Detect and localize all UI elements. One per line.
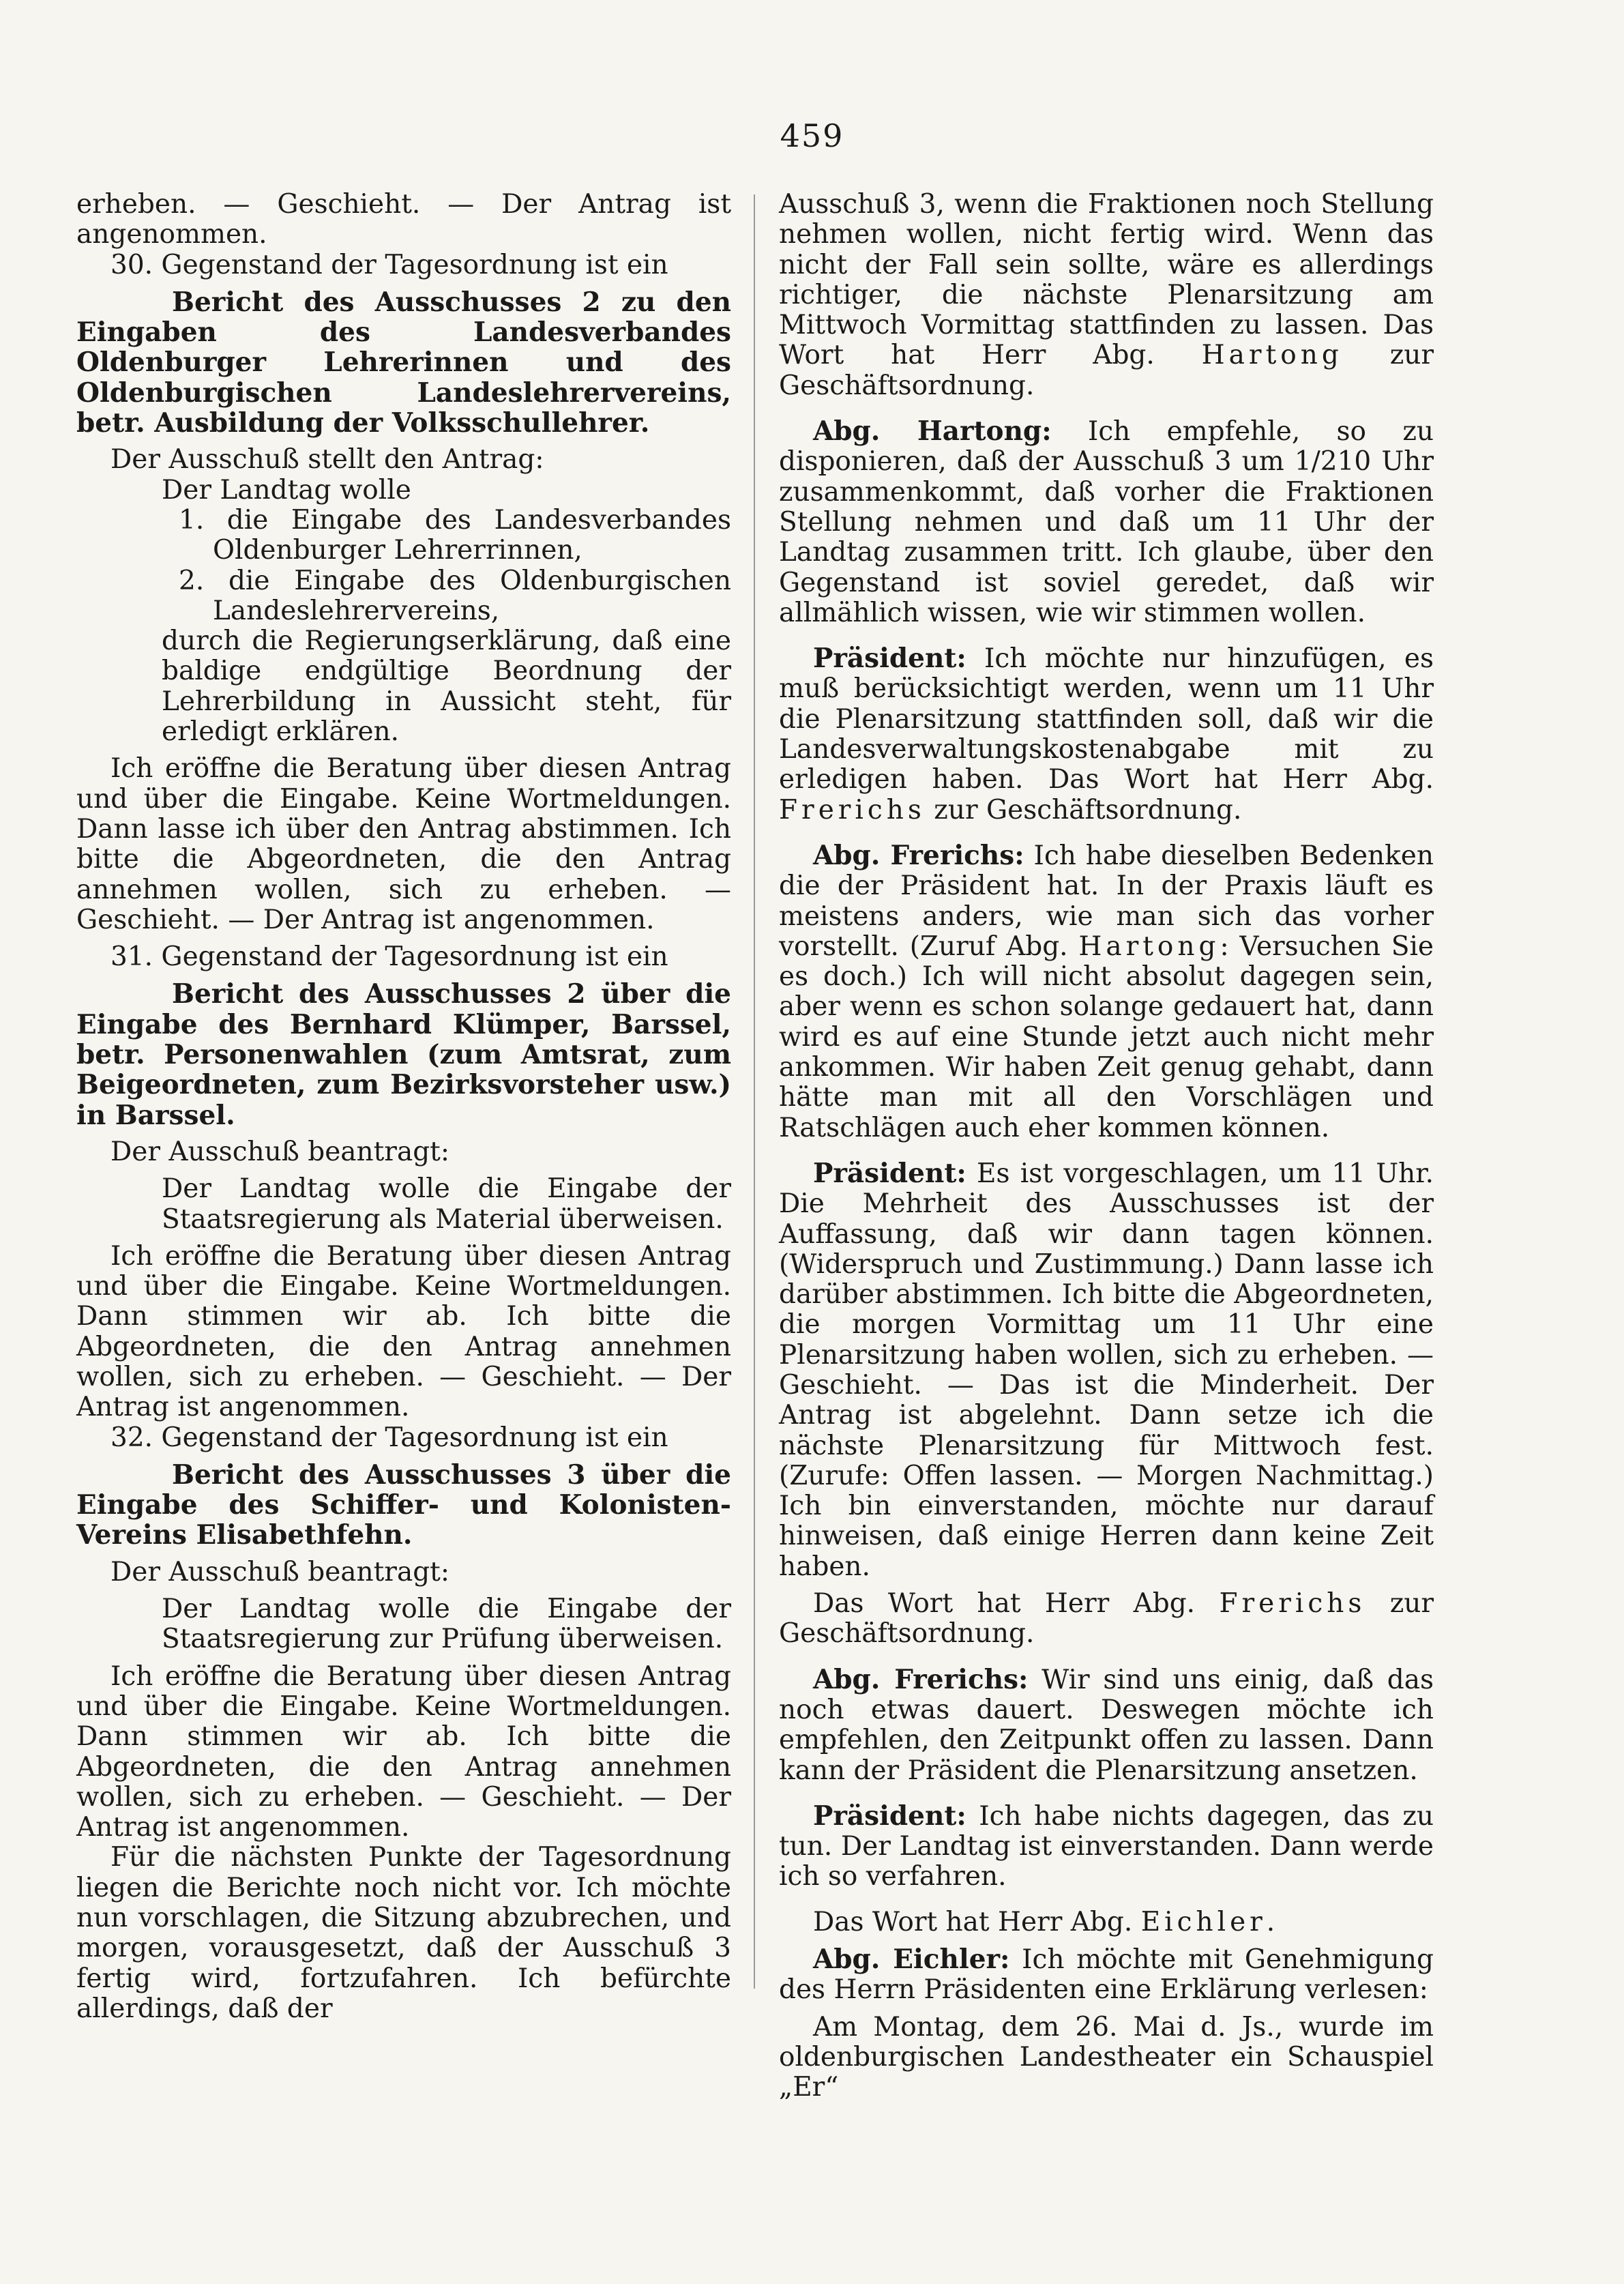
text-run: Das Wort hat Herr Abg. <box>813 1906 1133 1937</box>
speaker-label: Präsident: <box>813 643 966 675</box>
text-run: Ich habe dieselben Bedenken die der Präsident hat. In der Praxis läuft es meistens anders, wie man sich das vorher vorstellt. (Zuruf Abg. <box>779 840 1434 962</box>
agenda-item-30: 30. Gegenstand der Tagesordnung ist ein <box>110 249 668 280</box>
speech-paragraph <box>779 1665 1434 1786</box>
paragraph: Am Montag, dem 26. Mai d. Js., wurde im oldenburgischen Landestheater ein Schauspiel „Er“ <box>779 2011 1434 2103</box>
report-heading: Bericht des Ausschusses 2 zu den Eingaben des Landesverbandes Oldenburger Lehrerinnen und des Oldenburgischen Landeslehrervereins, betr. Ausbildung der Volksschullehrer. <box>76 286 731 439</box>
text-run: Ich möchte mit Genehmigung des Herrn Präsidenten eine Erklärung verlesen: <box>779 1944 1434 2006</box>
text-run: Ich möchte nur hinzufügen, es muß berücksichtigt werden, wenn um 11 Uhr die Plenarsitzung stattfinden soll, daß wir die Landesverwaltungskostenabgabe mit zu erledigen haben. Das Wort hat Herr Abg. <box>779 643 1434 795</box>
speaker-name: Hartong <box>1201 340 1343 371</box>
paragraph: Der Ausschuß beantragt: <box>110 1136 449 1167</box>
speech-paragraph <box>779 1801 1434 1892</box>
agenda-item-31: 31. Gegenstand der Tagesordnung ist ein <box>110 941 668 973</box>
paragraph: Der Ausschuß stellt den Antrag: <box>110 444 544 475</box>
paragraph: Der Ausschuß beantragt: <box>110 1556 449 1587</box>
paragraph <box>779 1907 1434 1937</box>
text-run: Ich habe nichts dagegen, das zu tun. Der Landtag ist einverstanden. Dann werde ich so verfahren. <box>779 1800 1434 1892</box>
speaker-label: Abg. Frerichs: <box>813 1663 1029 1695</box>
paragraph: Ich eröffne die Beratung über diesen Antrag und über die Eingabe. Keine Wortmeldungen. Dann lasse ich über den Antrag abstimmen. Ich bitte die Abgeordneten, die den Antrag annehmen wollen, sich zu erheben. — Geschieht. — Der Antrag ist angenommen. <box>76 753 731 935</box>
text-run: Ausschuß 3, wenn die Fraktionen noch Stellung nehmen wollen, nicht fertig wird. Wenn das nicht der Fall sein sollte, wäre es allerdings richtiger, die nächste Plenarsitzung am Mittwoch Vormittag stattfinden zu lassen. Das Wort hat Herr Abg. <box>779 189 1434 371</box>
speaker-label: Präsident: <box>813 1157 966 1189</box>
speaker-label: Abg. Eichler: <box>813 1944 1010 1976</box>
left-column <box>76 190 731 2024</box>
text-run: zur Geschäftsordnung. <box>934 794 1242 825</box>
speaker-name: Eichler <box>1140 1906 1267 1937</box>
speaker-label: Präsident: <box>813 1800 966 1832</box>
speaker-name: Frerichs <box>1219 1588 1366 1620</box>
speaker-name: Hartong <box>1078 931 1220 962</box>
agenda-item-32: 32. Gegenstand der Tagesordnung ist ein <box>110 1422 668 1453</box>
text-run: zur Geschäftsordnung. <box>779 1588 1434 1650</box>
report-heading: Bericht des Ausschusses 3 über die Eingabe des Schiffer- und Kolonisten-Vereins Elisabethfehn. <box>76 1459 731 1551</box>
text-run: Es ist vorgeschlagen, um 11 Uhr. Die Mehrheit des Ausschusses ist der Auffassung, daß wir dann tagen können. (Widerspruch und Zustimmung.) Dann lasse ich darüber abstimmen. Ich bitte die Abgeordneten, die morgen Vormittag um 11 Uhr eine Plenarsitzung haben wollen, sich zu erheben. — Geschieht. — Das ist die Minderheit. Der Antrag ist abgelehnt. Dann setze ich die nächste Plenarsitzung für Mittwoch fest. (Zurufe: Offen lassen. — Morgen Nachmittag.) Ich bin einverstanden, möchte nur darauf hinweisen, daß einige Herren dann keine Zeit haben. <box>779 1158 1434 1582</box>
motion-list-item: 2. die Eingabe des Oldenburgischen Landeslehrervereins, <box>179 565 731 626</box>
paragraph <box>779 190 1434 401</box>
motion-text: durch die Regierungserklärung, daß eine baldige endgültige Beordnung der Lehrerbildung in Aussicht steht, für erledigt erklären. <box>162 626 731 748</box>
text-run: : Versuchen Sie es doch.) Ich will nicht absolut dagegen sein, aber wenn es schon solange gedauert hat, dann wird es auf eine Stunde jetzt auch nicht mehr ankommen. Wir haben Zeit genug gehabt, dann hätte man mit all den Vorschlägen und Ratschlägen auch eher kommen können. <box>779 931 1434 1143</box>
motion-text: Der Landtag wolle die Eingabe der Staatsregierung zur Prüfung überweisen. <box>162 1594 731 1655</box>
right-column <box>779 190 1434 2103</box>
speech-paragraph <box>779 416 1434 628</box>
text-run: Wir sind uns einig, daß das noch etwas dauert. Deswegen möchte ich empfehlen, den Zeitpunkt offen zu lassen. Dann kann der Präsident die Plenarsitzung ansetzen. <box>779 1664 1434 1786</box>
text-run: Das Wort hat Herr Abg. <box>813 1588 1196 1620</box>
speech-paragraph <box>779 1158 1434 1582</box>
text-run: Ich empfehle, so zu disponieren, daß der Ausschuß 3 um 1/210 Uhr zusammenkommt, daß vorher die Fraktionen Stellung nehmen und daß um 11 Uhr der Landtag zusammen tritt. Ich glaube, über den Gegenstand ist soviel geredet, daß wir allmählich wissen, wie wir stimmen wollen. <box>779 416 1434 628</box>
speaker-label: Abg. Frerichs: <box>813 839 1024 871</box>
speech-paragraph <box>779 643 1434 825</box>
speaker-name: Frerichs <box>779 794 926 825</box>
speech-paragraph <box>779 1944 1434 2006</box>
paragraph: Ich eröffne die Beratung über diesen Antrag und über die Eingabe. Keine Wortmeldungen. Dann stimmen wir ab. Ich bitte die Abgeordneten, die den Antrag annehmen wollen, sich zu erheben. — Geschieht. — Der Antrag ist angenommen. <box>76 1660 731 1843</box>
text-run: zur Geschäftsordnung. <box>779 340 1434 401</box>
report-heading: Bericht des Ausschusses 2 über die Eingabe des Bernhard Klümper, Barssel, betr. Personenwahlen (zum Amtsrat, zum Beigeordneten, zum Bezirksvorsteher usw.) in Barssel. <box>76 978 731 1131</box>
column-divider <box>754 194 755 1989</box>
paragraph: Für die nächsten Punkte der Tagesordnung liegen die Berichte noch nicht vor. Ich möchte nun vorschlagen, die Sitzung abzubrechen, und morgen, vorausgesetzt, daß der Ausschuß 3 fertig wird, fortzufahren. Ich befürchte allerdings, daß der <box>76 1842 731 2024</box>
speaker-label: Abg. Hartong: <box>813 415 1052 448</box>
motion-intro: Der Landtag wolle <box>162 474 411 506</box>
paragraph: Ich eröffne die Beratung über diesen Antrag und über die Eingabe. Keine Wortmeldungen. Dann stimmen wir ab. Ich bitte die Abgeordneten, die den Antrag annehmen wollen, sich zu erheben. — Geschieht. — Der Antrag ist angenommen. <box>76 1240 731 1423</box>
speech-paragraph <box>779 840 1434 1143</box>
text-run: . <box>1266 1906 1275 1937</box>
page-number: 459 <box>780 117 844 154</box>
motion-text: Der Landtag wolle die Eingabe der Staatsregierung als Material überweisen. <box>162 1173 731 1235</box>
paragraph <box>779 1589 1434 1650</box>
paragraph: erheben. — Geschieht. — Der Antrag ist angenommen. <box>76 189 731 250</box>
motion-list-item: 1. die Eingabe des Landesverbandes Oldenburger Lehrerrinnen, <box>179 504 731 566</box>
